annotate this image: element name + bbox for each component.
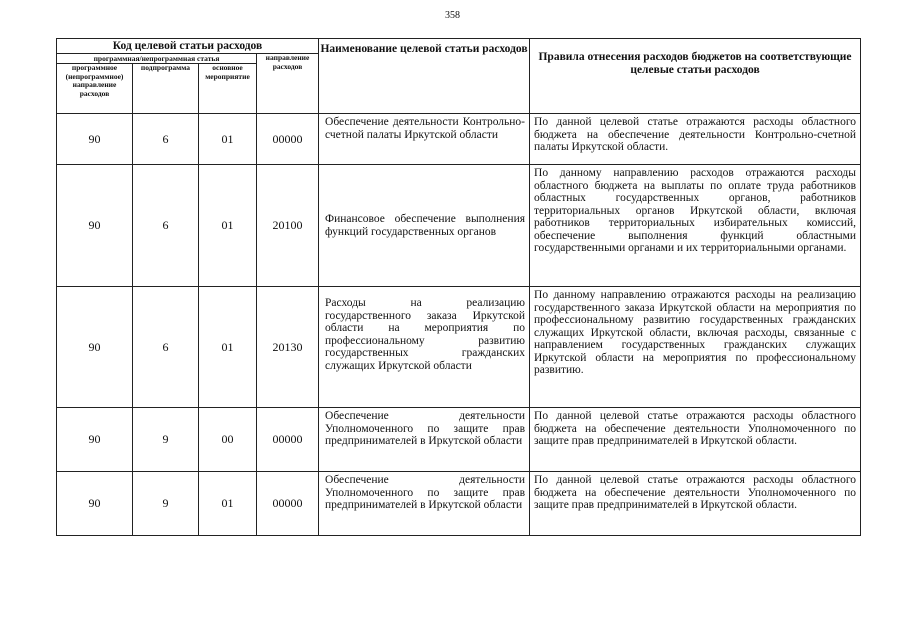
target-articles-table bbox=[56, 38, 861, 536]
rule-cell: По данной целевой статье отражаются расходы областного бюджета на обеспечение деятельности Уполномоченного по защите прав предпринимателей в Иркутской области. bbox=[530, 472, 861, 536]
name-header: Наименование целевой статьи расходов bbox=[319, 39, 530, 114]
rule-cell: По данному направлению отражаются расходы на реализацию государственного заказа Иркутской области на мероприятия по профессиональному развитию государственных гражданских служащих Иркутской области, включая расходы, связанные с направлением государственных гражданских служащих Иркутской области на мероприятия по профессиональному развитию. bbox=[530, 287, 861, 408]
event-cell: 00 bbox=[199, 408, 257, 472]
name-cell: Расходы на реализацию государственного заказа Иркутской области на мероприятия по профессиональному развитию государственных гражданских служащих Иркутской области bbox=[319, 287, 530, 408]
program-cell: 90 bbox=[57, 165, 133, 287]
program-group-header: программная/непрограммная статья bbox=[57, 54, 257, 64]
program-cell: 90 bbox=[57, 287, 133, 408]
table-row bbox=[57, 287, 861, 408]
direction-cell: 00000 bbox=[257, 408, 319, 472]
direction-cell: 00000 bbox=[257, 114, 319, 165]
name-cell: Обеспечение деятельности Контрольно-счетной палаты Иркутской области bbox=[319, 114, 530, 165]
name-cell: Обеспечение деятельности Уполномоченного по защите прав предпринимателей в Иркутской области bbox=[319, 472, 530, 536]
table-row bbox=[57, 165, 861, 287]
program-cell: 90 bbox=[57, 408, 133, 472]
event-cell: 01 bbox=[199, 472, 257, 536]
subprogram-header: подпрограмма bbox=[133, 64, 199, 114]
event-cell: 01 bbox=[199, 114, 257, 165]
subprogram-cell: 9 bbox=[133, 408, 199, 472]
main-event-header: основное мероприятие bbox=[199, 64, 257, 114]
direction-cell: 20100 bbox=[257, 165, 319, 287]
program-header: программное (непрограммное) направление расходов bbox=[57, 64, 133, 114]
code-header: Код целевой статьи расходов bbox=[57, 39, 319, 54]
subprogram-cell: 6 bbox=[133, 287, 199, 408]
page-number: 358 bbox=[445, 10, 460, 21]
table-row bbox=[57, 408, 861, 472]
rules-header: Правила отнесения расходов бюджетов на соответствующие целевые статьи расходов bbox=[530, 39, 861, 114]
event-cell: 01 bbox=[199, 165, 257, 287]
subprogram-cell: 6 bbox=[133, 114, 199, 165]
direction-cell: 00000 bbox=[257, 472, 319, 536]
subprogram-cell: 9 bbox=[133, 472, 199, 536]
name-cell: Финансовое обеспечение выполнения функций государственных органов bbox=[319, 165, 530, 287]
direction-cell: 20130 bbox=[257, 287, 319, 408]
program-cell: 90 bbox=[57, 472, 133, 536]
subprogram-cell: 6 bbox=[133, 165, 199, 287]
table-row bbox=[57, 114, 861, 165]
table-row bbox=[57, 472, 861, 536]
direction-header: направление расходов bbox=[257, 54, 319, 114]
rule-cell: По данному направлению расходов отражаются расходы областного бюджета на выплаты по оплате труда работников областных государственных органов, работников территориальных органов Иркутской области, включая работников территориальных избирательных комиссий, обеспечение выполнения функций областными государственными органами и их территориальными органами. bbox=[530, 165, 861, 287]
event-cell: 01 bbox=[199, 287, 257, 408]
name-cell: Обеспечение деятельности Уполномоченного по защите прав предпринимателей в Иркутской области bbox=[319, 408, 530, 472]
rule-cell: По данной целевой статье отражаются расходы областного бюджета на обеспечение деятельности Контрольно-счетной палаты Иркутской области. bbox=[530, 114, 861, 165]
rule-cell: По данной целевой статье отражаются расходы областного бюджета на обеспечение деятельности Уполномоченного по защите прав предпринимателей в Иркутской области. bbox=[530, 408, 861, 472]
program-cell: 90 bbox=[57, 114, 133, 165]
